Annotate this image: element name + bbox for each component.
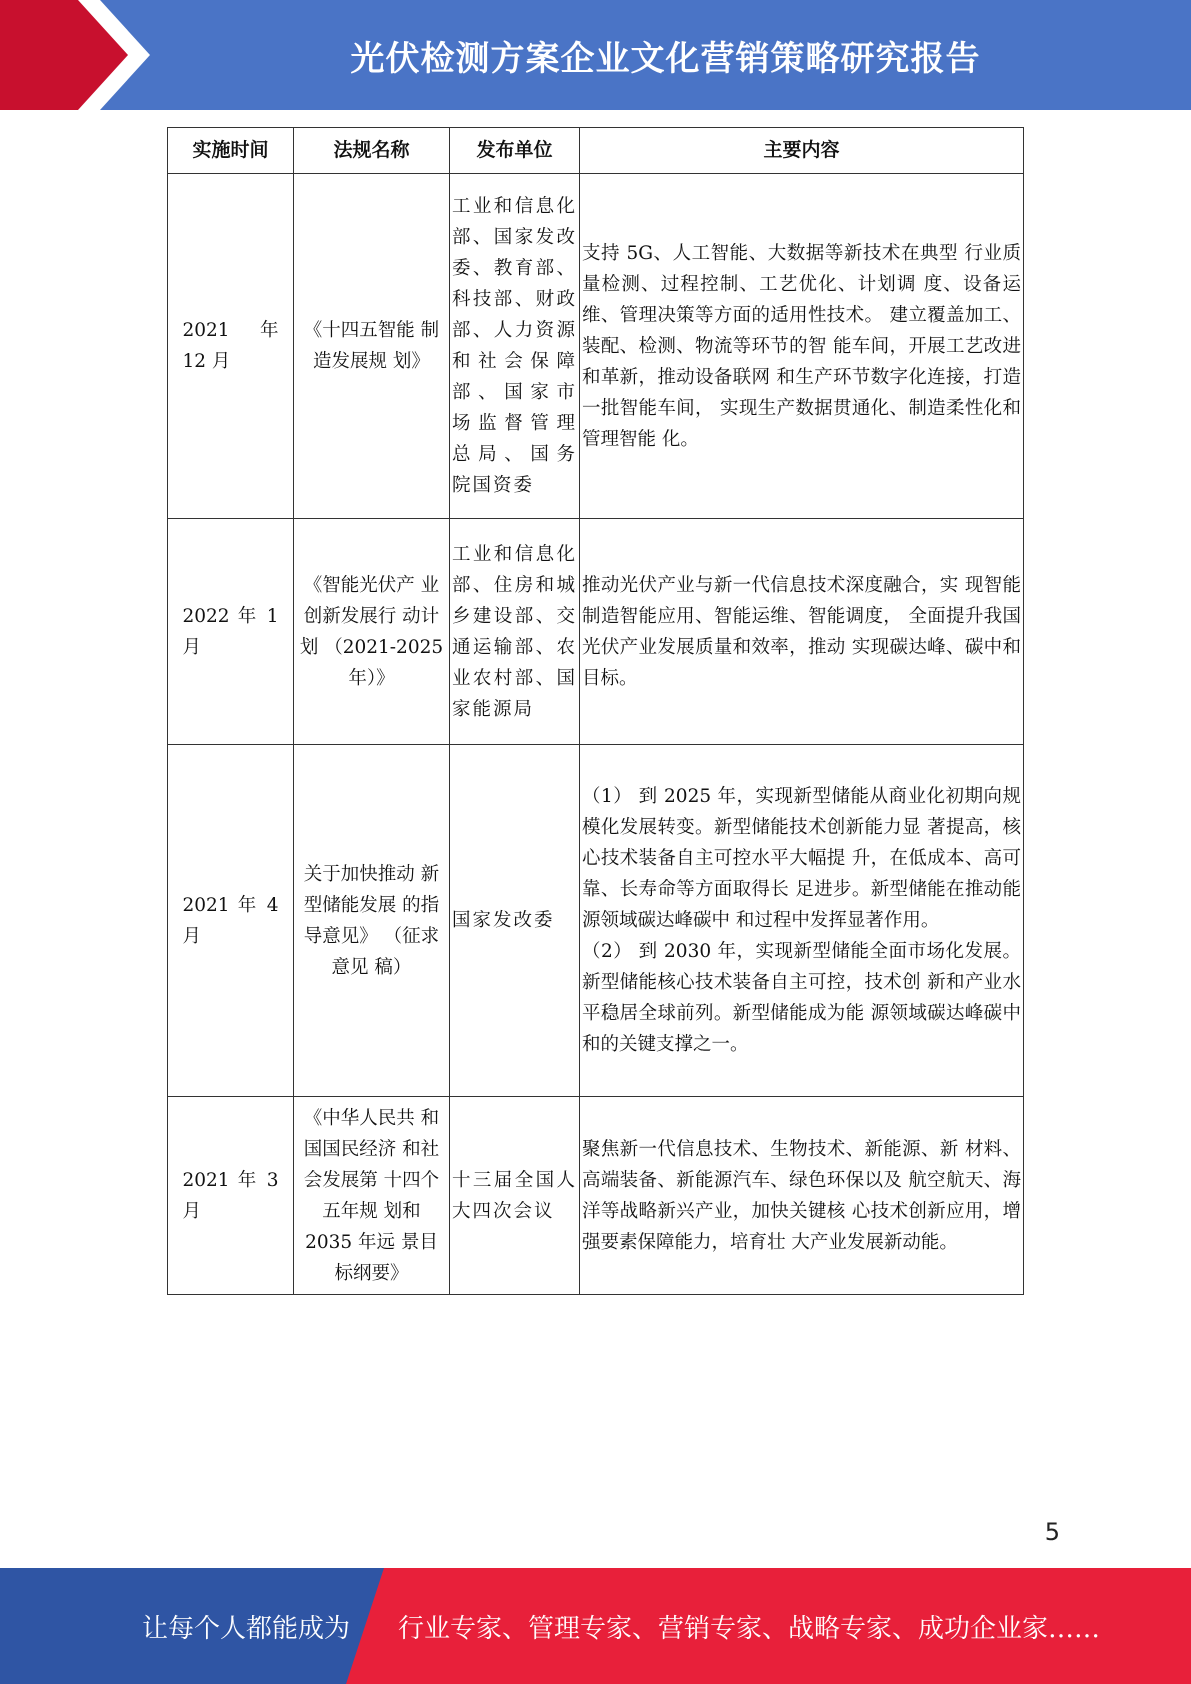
cell-org: 工业和信息化部、住房和城乡建设部、交通运输部、农业农村部、国家能源局: [450, 519, 580, 745]
cell-org: 工业和信息化部、国家发改委、教育部、科技部、财政部、人力资源和社会保障 部、国家市 场监督管理 总局、国务 院国资委: [450, 174, 580, 519]
column-header-org: 发布单位: [450, 128, 580, 174]
footer-slogan-left: 让每个人都能成为: [142, 1613, 351, 1644]
cell-law: 《十四五智能 制造发展规 划》: [294, 174, 450, 519]
cell-content: [580, 745, 1024, 1097]
footer-slogan-right: 行业专家、管理专家、营销专家、战略专家、成功企业家……: [398, 1613, 1101, 1644]
cell-content: [580, 519, 1024, 745]
cell-law: 关于加快推动 新型储能发展 的指导意见》 （征求意见 稿）: [294, 745, 450, 1097]
cell-date: 2021 年 3 月: [168, 1097, 294, 1295]
cell-content: [580, 1097, 1024, 1295]
column-header-law: 法规名称: [294, 128, 450, 174]
cell-date: 2021 年 12 月: [168, 174, 294, 519]
content-paragraph: 支持 5G、人工智能、大数据等新技术在典型 行业质量检测、过程控制、工艺优化、计划调 度、设备运维、管理决策等方面的适用性技术。 建立覆盖加工、装配、检测、物流等环节的智 能车间，开展工艺改进和革新，推动设备联网 和生产环节数字化连接，打造一批智能车间， 实现生产数据贯通化、制造柔性化和管理智能 化。: [582, 242, 1021, 450]
column-header-content: 主要内容: [580, 128, 1024, 174]
table-header-row: [168, 128, 1024, 174]
column-header-date: 实施时间: [168, 128, 294, 174]
content-paragraph: 推动光伏产业与新一代信息技术深度融合，实 现智能制造智能应用、智能运维、智能调度， 全面提升我国光伏产业发展质量和效率，推动 实现碳达峰、碳中和目标。: [582, 574, 1021, 689]
cell-law: 《智能光伏产 业创新发展行 动计划 （2021-2025 年）》: [294, 519, 450, 745]
cell-content: [580, 174, 1024, 519]
table-row: [168, 1097, 1024, 1295]
header-arrow-icon: [0, 0, 180, 110]
page-header: [0, 0, 1191, 110]
content-paragraph: （1） 到 2025 年，实现新型储能从商业化初期向规模化发展转变。新型储能技术创新能力显 著提高，核心技术装备自主可控水平大幅提 升，在低成本、高可靠、长寿命等方面取得长 足进步。新型储能在推动能源领域碳达峰碳中 和过程中发挥显著作用。: [582, 786, 1021, 931]
page-footer: [0, 1568, 1191, 1684]
cell-date: 2022 年 1 月: [168, 519, 294, 745]
content-paragraph: 聚焦新一代信息技术、生物技术、新能源、新 材料、高端装备、新能源汽车、绿色环保以及 航空航天、海洋等战略新兴产业，加快关键核 心技术创新应用，增强要素保障能力，培育壮 大产业发展新动能。: [582, 1138, 1021, 1253]
table-row: [168, 745, 1024, 1097]
table-row: [168, 519, 1024, 745]
page-number: 5: [1044, 1518, 1060, 1546]
cell-date: 2021 年 4 月: [168, 745, 294, 1097]
cell-org: 国家发改委: [450, 745, 580, 1097]
table-row: [168, 174, 1024, 519]
cell-org: 十三届全国人大四次会议: [450, 1097, 580, 1295]
cell-law: 《中华人民共 和国国民经济 和社会发展第 十四个五年规 划和 2035 年远 景目标纲要》: [294, 1097, 450, 1295]
regulations-table: [167, 127, 1024, 1295]
report-title: 光伏检测方案企业文化营销策略研究报告: [350, 38, 981, 79]
content-paragraph: （2） 到 2030 年，实现新型储能全面市场化发展。新型储能核心技术装备自主可控，技术创 新和产业水平稳居全球前列。新型储能成为能 源领域碳达峰碳中和的关键支撑之一。: [582, 941, 1021, 1055]
